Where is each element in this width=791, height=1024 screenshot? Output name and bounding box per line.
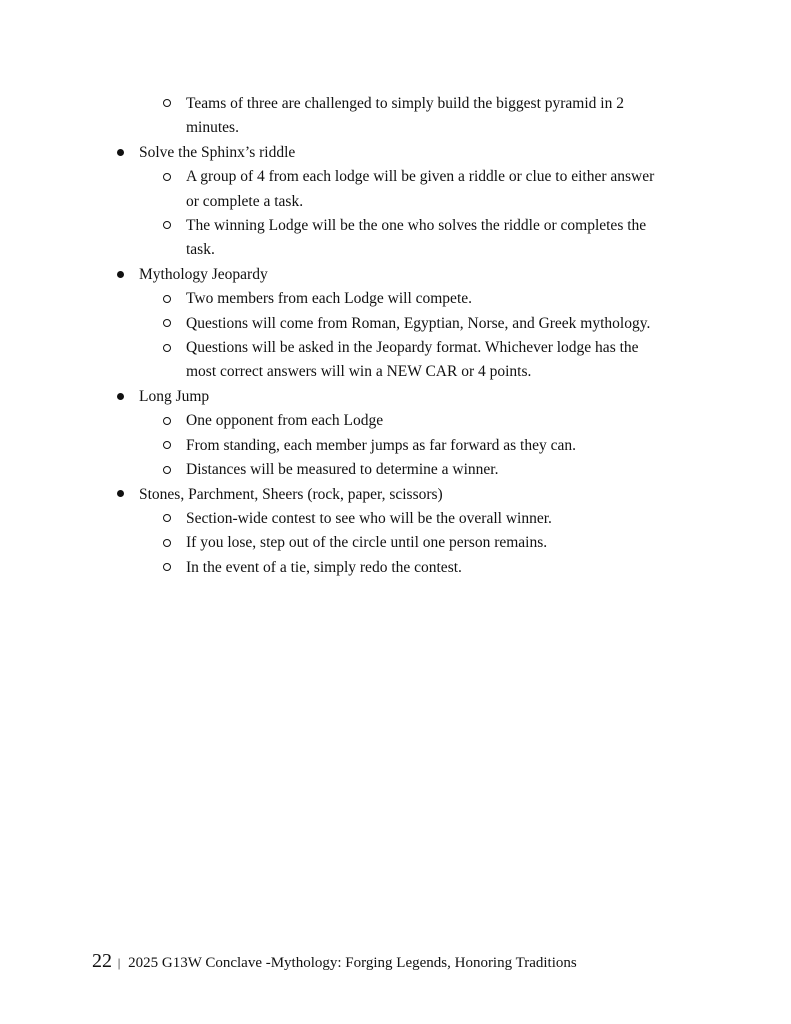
hollow-bullet-icon bbox=[161, 507, 173, 531]
list-item: Questions will be asked in the Jeopardy format. Whichever lodge has the bbox=[0, 336, 791, 360]
list-item: In the event of a tie, simply redo the contest. bbox=[0, 556, 791, 580]
list-item: Distances will be measured to determine a winner. bbox=[0, 458, 791, 482]
hollow-bullet-icon bbox=[161, 336, 173, 360]
list-item: Stones, Parchment, Sheers (rock, paper, scissors) bbox=[0, 483, 791, 507]
list-item: Solve the Sphinx’s riddle bbox=[0, 141, 791, 165]
hollow-bullet-icon bbox=[161, 434, 173, 458]
list-item: A group of 4 from each lodge will be given a riddle or clue to either answer bbox=[0, 165, 791, 189]
list-item: One opponent from each Lodge bbox=[0, 409, 791, 433]
list-item-continuation: most correct answers will win a NEW CAR or 4 points. bbox=[186, 363, 532, 381]
solid-bullet-icon bbox=[114, 141, 126, 165]
list-item: Section-wide contest to see who will be the overall winner. bbox=[0, 507, 791, 531]
bullet-list bbox=[0, 92, 791, 580]
list-item: If you lose, step out of the circle until one person remains. bbox=[0, 531, 791, 555]
list-item-continuation: task. bbox=[186, 241, 215, 259]
solid-bullet-icon bbox=[114, 263, 126, 287]
hollow-bullet-icon bbox=[161, 92, 173, 116]
list-item: Two members from each Lodge will compete. bbox=[0, 287, 791, 311]
hollow-bullet-icon bbox=[161, 165, 173, 189]
solid-bullet-icon bbox=[114, 385, 126, 409]
list-item: Long Jump bbox=[0, 385, 791, 409]
list-item-continuation: or complete a task. bbox=[186, 192, 304, 210]
hollow-bullet-icon bbox=[161, 458, 173, 482]
hollow-bullet-icon bbox=[161, 556, 173, 580]
footer-separator: | bbox=[117, 955, 121, 970]
list-item: From standing, each member jumps as far forward as they can. bbox=[0, 434, 791, 458]
hollow-bullet-icon bbox=[161, 531, 173, 555]
list-item: The winning Lodge will be the one who solves the riddle or completes the bbox=[0, 214, 791, 238]
list-item: Questions will come from Roman, Egyptian, Norse, and Greek mythology. bbox=[0, 312, 791, 336]
solid-bullet-icon bbox=[114, 483, 126, 507]
hollow-bullet-icon bbox=[161, 409, 173, 433]
list-item-continuation: minutes. bbox=[186, 119, 239, 137]
footer-title: 2025 G13W Conclave -Mythology: Forging Legends, Honoring Traditions bbox=[128, 955, 577, 971]
page-footer bbox=[92, 950, 577, 973]
list-item: Mythology Jeopardy bbox=[0, 263, 791, 287]
hollow-bullet-icon bbox=[161, 312, 173, 336]
list-item: Teams of three are challenged to simply build the biggest pyramid in 2 bbox=[0, 92, 791, 116]
hollow-bullet-icon bbox=[161, 214, 173, 238]
hollow-bullet-icon bbox=[161, 287, 173, 311]
page-number: 22 bbox=[92, 950, 112, 972]
